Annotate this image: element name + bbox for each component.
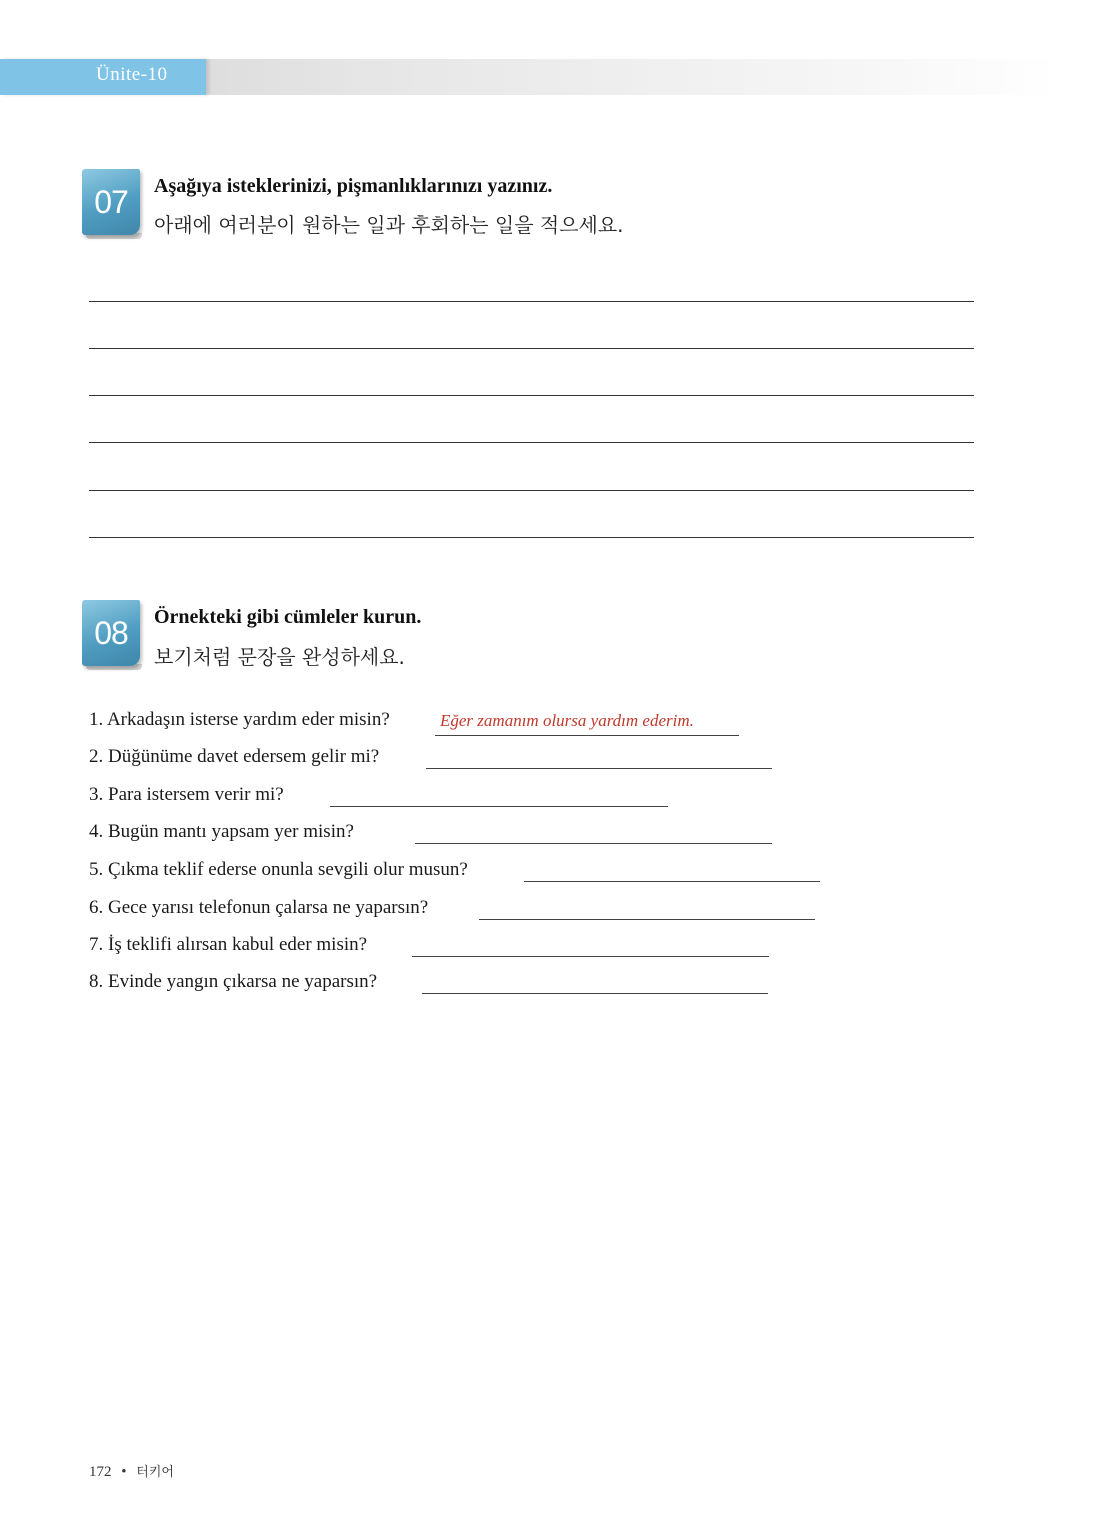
page-number: 172 [89,1464,112,1480]
question-text: 4. Bugün mantı yapsam yer misin? [89,821,354,842]
page-footer [89,1461,180,1481]
question-row-6 [89,897,829,923]
question-text: 6. Gece yarısı telefonun çalarsa ne yaparsın? [89,897,429,918]
unit-label: Ünite-10 [96,64,168,85]
writing-line-4[interactable] [89,442,974,443]
question-row-5 [89,859,829,885]
answer-blank[interactable] [330,806,668,807]
question-text: 7. İş teklifi alırsan kabul eder misin? [89,934,368,955]
question-text: 2. Düğünüme davet edersem gelir mi? [89,746,380,767]
footer-separator: • [121,1464,127,1480]
writing-line-1[interactable] [89,301,974,302]
question-row-4 [89,821,789,847]
question-text: 8. Evinde yangın çıkarsa ne yaparsın? [89,971,378,992]
exercise-08-title-korean: 보기처럼 문장을 완성하세요. [154,645,405,669]
exercise-07-title-turkish: Aşağıya isteklerinizi, pişmanlıklarınızı yazınız. [154,175,553,197]
answer-blank[interactable] [422,993,768,994]
book-name: 터키어 [136,1465,174,1480]
exercise-07-title-korean: 아래에 여러분이 원하는 일과 후회하는 일을 적으세요. [154,213,624,237]
answer-blank[interactable] [479,919,815,920]
question-row-1 [89,709,789,735]
question-row-8 [89,971,789,997]
answer-blank[interactable] [435,735,739,736]
question-row-2 [89,746,789,772]
answer-blank[interactable] [524,881,820,882]
writing-line-3[interactable] [89,395,974,396]
question-text: 5. Çıkma teklif ederse onunla sevgili olur musun? [89,859,468,880]
answer-blank[interactable] [415,843,772,844]
example-answer: Eğer zamanım olursa yardım ederim. [440,711,694,730]
answer-blank[interactable] [426,768,772,769]
question-row-7 [89,934,789,960]
exercise-number-badge-08: 08 [82,600,140,666]
writing-line-2[interactable] [89,348,974,349]
question-row-3 [89,784,789,810]
exercise-08-title-turkish: Örnekteki gibi cümleler kurun. [154,606,422,628]
exercise-number-badge-07: 07 [82,169,140,235]
question-text: 1. Arkadaşın isterse yardım eder misin? [89,709,390,730]
writing-line-5[interactable] [89,490,974,491]
question-text: 3. Para istersem verir mi? [89,784,284,805]
writing-line-6[interactable] [89,537,974,538]
answer-blank[interactable] [412,956,769,957]
